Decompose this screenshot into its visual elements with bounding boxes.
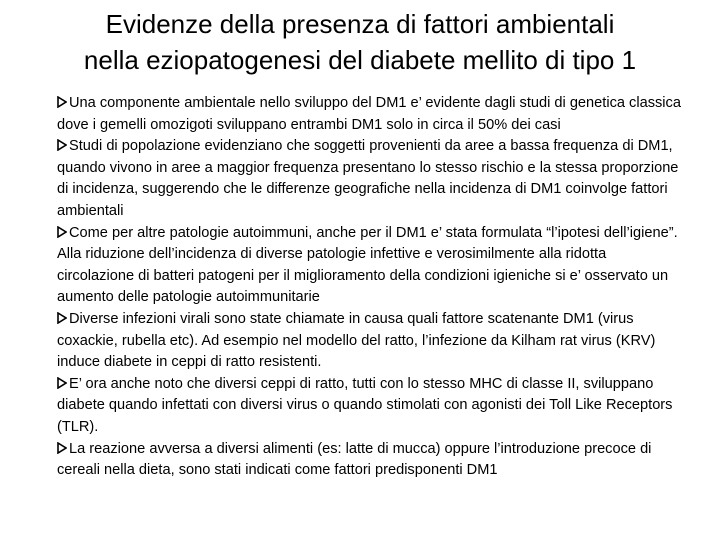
bullet-item	[57, 309, 687, 374]
bullet-text: Come per altre patologie autoimmuni, anche per il DM1 e’ stata formulata “l’ipotesi dell’igiene”. Alla riduzione dell’incidenza di diverse patologie infettive e verosimilmente alla ridotta circolazione di batteri patogeni per il miglioramento della condizioni igieniche si e’ osservato un aumento delle patologie autoimmunitarie	[57, 224, 678, 306]
bullet-item	[57, 439, 687, 482]
bullet-text: Diverse infezioni virali sono state chiamate in causa quali fattore scatenante DM1 (virus coxackie, rubella etc). Ad esempio nel modello del ratto, l’infezione da Kilham rat virus (KRV) induce diabete in ceppi di ratto resistenti.	[57, 310, 656, 371]
bullet-item	[57, 93, 687, 136]
arrow-bullet-icon	[57, 226, 67, 238]
bullet-text: La reazione avversa a diversi alimenti (es: latte di mucca) oppure l’introduzione precoce di cereali nella dieta, sono stati indicati come fattori predisponenti DM1	[57, 440, 652, 479]
arrow-bullet-icon	[57, 139, 67, 151]
bullet-text: E’ ora anche noto che diversi ceppi di ratto, tutti con lo stesso MHC di classe II, sviluppano diabete quando infettati con diversi virus o quando stimolati con agonisti dei Toll Like Receptors (TLR).	[57, 375, 673, 435]
arrow-bullet-icon	[57, 96, 67, 108]
bullet-text: Una componente ambientale nello sviluppo del DM1 e’ evidente dagli studi di genetica classica dove i gemelli omozigoti sviluppano entrambi DM1 solo in circa il 50% dei casi	[57, 95, 681, 133]
arrow-bullet-icon	[57, 377, 67, 389]
slide-title-line-1: Evidenze della presenza di fattori ambientali	[105, 9, 615, 39]
slide-title	[10, 6, 710, 78]
arrow-bullet-icon	[57, 312, 67, 324]
bullet-item	[57, 374, 687, 439]
bullet-text: Studi di popolazione evidenziano che soggetti provenienti da aree a bassa frequenza di DM1, quando vivono in aree a maggior frequenza presentano lo stesso rischio e la stessa proporzione di incidenza, suggerendo che le differenze geografiche nella incidenza di DM1 coinvolge fattori ambientali	[57, 138, 679, 219]
bullet-item	[57, 136, 687, 222]
arrow-bullet-icon	[57, 442, 67, 454]
bullet-list	[57, 93, 687, 482]
slide-title-line-2: nella eziopatogenesi del diabete mellito di tipo 1	[83, 45, 637, 75]
bullet-item	[57, 223, 687, 309]
